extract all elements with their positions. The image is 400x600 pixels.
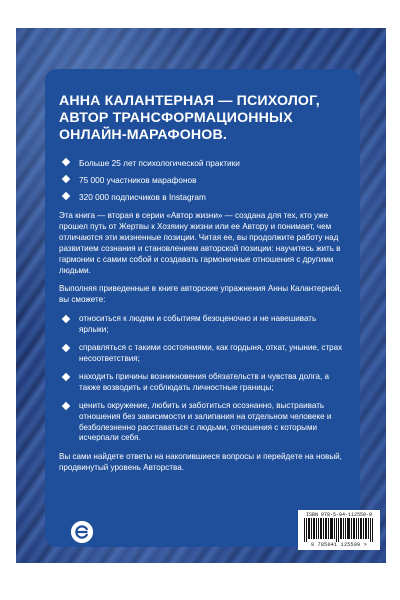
headline-line-2: АВТОР ТРАНСФОРМАЦИОННЫХ	[59, 110, 293, 126]
isbn-text: ISBN 978-5-04-112550-9	[305, 512, 372, 518]
book-back-cover	[16, 28, 386, 563]
benefit-item: относиться к людям и событиям безоценочно и не навешивать ярлыки;	[59, 314, 346, 336]
closing-paragraph: Вы сами найдете ответы на накопившиеся вопросы и перейдете на новый, продвинутый уровень Авторства.	[59, 452, 342, 473]
headline-line-1: АННА КАЛАНТЕРНАЯ — ПСИХОЛОГ,	[59, 93, 320, 109]
fact-item: 320 000 подписчиков в Instagram	[59, 192, 346, 202]
author-headline	[59, 93, 346, 144]
text-panel	[45, 69, 372, 548]
benefit-item: находить причины возникновения обязательств и чувства долга, а также возводить и соблюдать личностные границы;	[59, 372, 346, 394]
fact-item: 75 000 участников марафонов	[59, 175, 346, 185]
barcode-block	[298, 510, 380, 550]
eksmo-e-logo-icon	[71, 521, 93, 543]
benefits-list	[59, 314, 346, 444]
intro-paragraph: Эта книга — вторая в серии «Автор жизни» — создана для тех, кто уже прошел путь от Жертвы к Хозяину жизни или ее Автору и понимает, чем отличаются эти жизненные позиции. Читая ее, вы продолжите работу над развитием сознания и становлением авторской позиции: научитесь жить в гармонии с самим собой и создавать гармоничные отношения с другими людьми.	[59, 211, 341, 275]
fact-item: Больше 25 лет психологической практики	[59, 158, 346, 168]
benefit-item: ценить окружение, любить и заботиться осознанно, выстраивать отношения без зависимости и залипания на отдельном человеке и безболезненно расставаться с людьми, отношения с которыми исчерпали себя.	[59, 401, 346, 445]
author-facts-list	[59, 158, 346, 202]
headline-line-3: ОНЛАЙН-МАРАФОНОВ.	[59, 127, 227, 143]
barcode-icon	[303, 518, 375, 542]
lead-paragraph: Выполняя приведенные в книге авторские упражнения Анны Калантерной, вы сможете:	[59, 284, 342, 305]
benefit-item: справляться с такими состояниями, как гордыня, откат, уныние, страх несоответствия;	[59, 343, 346, 365]
barcode-number: 9 785041 125509 >	[310, 542, 368, 548]
